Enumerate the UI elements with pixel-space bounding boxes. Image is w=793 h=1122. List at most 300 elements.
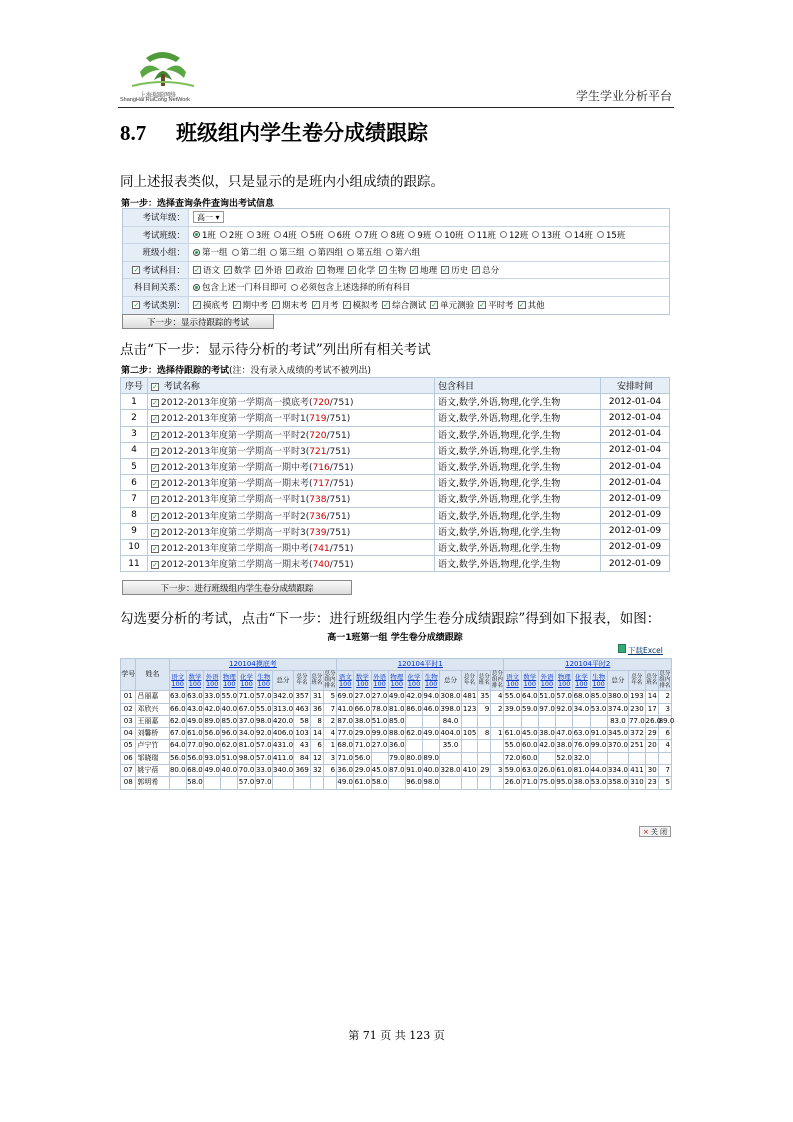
subject-header-label: 化学100 xyxy=(240,672,254,688)
score-cell: 68.0 xyxy=(337,740,354,752)
score-cell: 3 xyxy=(658,703,671,715)
exam-checkbox[interactable]: ✓ xyxy=(152,561,158,570)
exam-date: 2012-01-04 xyxy=(601,442,670,458)
radio-icon xyxy=(381,231,388,238)
class-opts-option[interactable] xyxy=(597,229,625,241)
exam-group-header[interactable] xyxy=(504,659,672,671)
exam-name: 2012-2013年度第一学期高一平时2( xyxy=(161,430,310,441)
score-cell: 53.0 xyxy=(590,703,607,715)
score-cell: 49.0 xyxy=(423,728,440,740)
subject-opts-option[interactable] xyxy=(224,264,251,276)
group-opts-option[interactable] xyxy=(193,246,228,258)
subject-header xyxy=(310,671,323,691)
group-opts-option[interactable] xyxy=(386,246,421,258)
student-name: 邹晓瑞 xyxy=(136,752,169,764)
radio-icon xyxy=(386,249,393,256)
grade-row xyxy=(123,209,669,227)
table-row[interactable] xyxy=(121,556,670,572)
score-cell: 62.0 xyxy=(221,740,238,752)
score-cell: 99.0 xyxy=(371,728,388,740)
score-cell xyxy=(169,777,186,789)
exam-checkbox[interactable]: ✓ xyxy=(152,447,158,456)
subject-header[interactable] xyxy=(354,671,371,691)
subject-opts-option[interactable] xyxy=(410,264,437,276)
type-opts-option[interactable] xyxy=(272,299,308,311)
table-row[interactable] xyxy=(121,539,670,555)
class-opts-option[interactable] xyxy=(328,229,351,241)
score-cell xyxy=(204,777,221,789)
exam-group-link[interactable]: 120104摸底考 xyxy=(229,659,277,668)
subject-header[interactable] xyxy=(204,671,221,691)
exam-checkbox[interactable]: ✓ xyxy=(152,399,158,408)
score-cell xyxy=(538,752,555,764)
option-label: 化学 xyxy=(358,265,376,276)
score-cell: 98.0 xyxy=(255,715,272,727)
exam-name-cell xyxy=(148,442,435,458)
student-id: 04 xyxy=(121,728,136,740)
group-opts-option[interactable] xyxy=(232,246,267,258)
score-cell: 36.0 xyxy=(337,765,354,777)
score-cell: 76.0 xyxy=(573,740,590,752)
option-label: 3班 xyxy=(255,230,270,241)
exam-count: 720 xyxy=(312,398,330,409)
subject-header[interactable] xyxy=(556,671,573,691)
score-cell xyxy=(423,740,440,752)
type-all-checkbox[interactable]: ✓ xyxy=(133,301,140,310)
exam-group-link[interactable]: 120104平时2 xyxy=(565,659,611,668)
subject-header[interactable] xyxy=(590,671,607,691)
score-cell xyxy=(556,715,573,727)
score-cell: 27.0 xyxy=(371,691,388,703)
subject-opts-option[interactable] xyxy=(286,264,313,276)
class-opts-option[interactable] xyxy=(274,229,297,241)
score-cell: 63.0 xyxy=(186,691,203,703)
option-label: 7班 xyxy=(363,230,378,241)
excel-icon xyxy=(618,644,626,653)
radio-icon xyxy=(270,249,277,256)
type-opts-option[interactable] xyxy=(518,299,545,311)
exam-name-cell xyxy=(148,475,435,491)
score-cell: 94.0 xyxy=(423,691,440,703)
subject-header[interactable] xyxy=(423,671,440,691)
exam-seq: 10 xyxy=(121,539,148,555)
option-label: 月考 xyxy=(321,301,339,312)
exam-seq: 11 xyxy=(121,556,148,572)
subject-header xyxy=(294,671,311,691)
step3-paragraph: 勾选要分析的考试，点击“下一步：进行班级组内学生卷分成绩跟踪”得到如下报表，如图： xyxy=(120,611,661,627)
table-row xyxy=(121,728,672,740)
exam-total: /751) xyxy=(329,543,354,554)
score-cell: 75.0 xyxy=(538,777,555,789)
score-cell: 39.0 xyxy=(504,703,521,715)
table-row[interactable] xyxy=(121,507,670,523)
subject-header-label: 总分年名 xyxy=(631,674,643,686)
close-button[interactable] xyxy=(639,826,671,837)
group-row xyxy=(123,244,669,262)
table-row xyxy=(121,703,672,715)
table-row[interactable] xyxy=(121,458,670,474)
radio-icon xyxy=(597,231,604,238)
exam-subjects: 语文,数学,外语,物理,化学,生物 xyxy=(435,523,601,539)
subject-opts-option[interactable] xyxy=(379,264,406,276)
exam-seq: 8 xyxy=(121,507,148,523)
score-cell: 64.0 xyxy=(169,740,186,752)
exam-subjects: 语文,数学,外语,物理,化学,生物 xyxy=(435,507,601,523)
score-cell: 370.0 xyxy=(607,740,628,752)
exam-subjects: 语文,数学,外语,物理,化学,生物 xyxy=(435,426,601,442)
score-cell: 251 xyxy=(629,740,646,752)
checkbox-checked-icon: ✓ xyxy=(256,265,262,274)
score-cell: 33.0 xyxy=(255,765,272,777)
exam-seq: 3 xyxy=(121,426,148,442)
score-cell: 310 xyxy=(629,777,646,789)
score-cell: 33.0 xyxy=(204,691,221,703)
score-cell: 4 xyxy=(323,728,336,740)
exam-name: 2012-2013年度第二学期高一平时2( xyxy=(161,511,310,522)
subject-header-label: 总分组内排名 xyxy=(491,671,503,689)
class-opts-option[interactable] xyxy=(565,229,593,241)
table-row[interactable] xyxy=(121,523,670,539)
score-cell: 57.0 xyxy=(255,740,272,752)
score-cell xyxy=(272,777,293,789)
score-cell xyxy=(440,777,461,789)
score-cell xyxy=(405,740,422,752)
score-cell: 49.0 xyxy=(337,777,354,789)
type-opts-option[interactable] xyxy=(382,299,426,311)
subject-opts-option[interactable] xyxy=(441,264,468,276)
option-label: 15班 xyxy=(605,230,626,241)
exam-total: /751) xyxy=(329,463,354,474)
type-opts-option[interactable] xyxy=(430,299,474,311)
subject-header[interactable] xyxy=(405,671,422,691)
table-row[interactable] xyxy=(121,442,670,458)
subject-header[interactable] xyxy=(255,671,272,691)
subject-header[interactable] xyxy=(573,671,590,691)
score-cell: 37.0 xyxy=(238,715,255,727)
exam-checkbox[interactable]: ✓ xyxy=(152,464,158,473)
section-number: 8.7 xyxy=(120,121,147,145)
checkbox-checked-icon: ✓ xyxy=(411,265,418,274)
class-opts-option[interactable] xyxy=(500,229,528,241)
score-cell: 5 xyxy=(323,691,336,703)
score-cell: 93.0 xyxy=(204,752,221,764)
option-label: 必须包含上述选择的所有科目 xyxy=(300,283,411,294)
score-cell: 85.0 xyxy=(388,715,405,727)
score-cell xyxy=(538,715,555,727)
subject-opts-option[interactable] xyxy=(317,264,344,276)
class-opts-option[interactable] xyxy=(301,229,324,241)
score-cell: 6 xyxy=(310,740,323,752)
score-cell xyxy=(461,777,478,789)
exam-name: 2012-2013年度第二学期高一平时1( xyxy=(161,495,310,506)
score-cell xyxy=(521,715,538,727)
checkbox-checked-icon: ✓ xyxy=(473,265,480,274)
score-cell: 42.0 xyxy=(405,691,422,703)
subject-header[interactable] xyxy=(388,671,405,691)
score-cell: 51.0 xyxy=(371,715,388,727)
class-opts-option[interactable] xyxy=(435,229,463,241)
subject-all-checkbox[interactable]: ✓ xyxy=(133,265,140,274)
score-cell: 83.0 xyxy=(607,715,628,727)
exam-date: 2012-01-09 xyxy=(601,507,670,523)
exam-checkbox[interactable]: ✓ xyxy=(152,496,158,505)
group-opts-option[interactable] xyxy=(270,246,305,258)
subject-header-label: 外语100 xyxy=(540,672,554,688)
radio-icon xyxy=(193,249,200,256)
subject-header[interactable] xyxy=(238,671,255,691)
subject-opts-option[interactable] xyxy=(193,264,220,276)
class-opts-option[interactable] xyxy=(355,229,378,241)
header-date: 安排时间 xyxy=(601,378,670,394)
score-cell: 380.0 xyxy=(607,691,628,703)
score-cell xyxy=(461,740,478,752)
subject-header[interactable] xyxy=(337,671,354,691)
score-cell: 357 xyxy=(294,691,311,703)
exam-group-header[interactable] xyxy=(337,659,504,671)
class-options xyxy=(189,229,669,241)
exam-seq: 5 xyxy=(121,458,148,474)
score-cell: 2 xyxy=(658,691,671,703)
score-cell xyxy=(504,715,521,727)
subject-opts-option[interactable] xyxy=(472,264,499,276)
exam-name-cell xyxy=(148,507,435,523)
subject-header-label: 物理100 xyxy=(557,672,571,688)
score-cell xyxy=(440,752,461,764)
type-opts-option[interactable] xyxy=(312,299,339,311)
checkbox-checked-icon: ✓ xyxy=(318,265,324,274)
show-exams-button[interactable]: 下一步：显示待跟踪的考试 xyxy=(122,314,274,329)
subject-header-label: 数学100 xyxy=(523,672,537,688)
subject-header xyxy=(323,671,336,691)
exam-seq: 6 xyxy=(121,475,148,491)
logo-english-text: ShangHai RuiCong NetWork xyxy=(120,97,190,103)
exam-total: /751) xyxy=(329,398,354,409)
table-row[interactable] xyxy=(121,394,670,410)
checkbox-checked-icon: ✓ xyxy=(194,265,200,274)
subject-header[interactable] xyxy=(221,671,238,691)
score-cell: 29 xyxy=(478,765,491,777)
option-label: 8班 xyxy=(390,230,405,241)
radio-icon xyxy=(532,231,539,238)
exam-seq: 4 xyxy=(121,442,148,458)
subject-header-label: 语文100 xyxy=(338,672,352,688)
class-opts-option[interactable] xyxy=(247,229,270,241)
type-opts-option[interactable] xyxy=(233,299,269,311)
score-cell: 63.0 xyxy=(169,691,186,703)
score-cell: 40.0 xyxy=(221,703,238,715)
option-label: 模拟考 xyxy=(352,301,379,312)
report-header-row xyxy=(121,659,672,671)
relation-opts-option[interactable] xyxy=(291,281,411,293)
option-label: 单元测验 xyxy=(440,301,475,312)
score-cell: 34.0 xyxy=(573,703,590,715)
exam-checkbox[interactable]: ✓ xyxy=(152,544,158,553)
subject-header[interactable] xyxy=(371,671,388,691)
table-row[interactable] xyxy=(121,426,670,442)
relation-opts-option[interactable] xyxy=(193,281,287,293)
download-excel-link[interactable]: 下载Excel xyxy=(628,646,663,655)
class-row xyxy=(123,227,669,245)
table-row[interactable] xyxy=(121,475,670,491)
subject-header[interactable] xyxy=(504,671,521,691)
subject-header-label: 物理100 xyxy=(222,672,236,688)
score-cell: 56.0 xyxy=(354,752,371,764)
option-label: 13班 xyxy=(541,230,561,241)
student-id: 06 xyxy=(121,752,136,764)
score-cell: 26.0 xyxy=(504,777,521,789)
class-opts-option[interactable] xyxy=(193,229,216,241)
score-cell xyxy=(478,752,491,764)
table-row[interactable] xyxy=(121,410,670,426)
type-label-text: 考试类别： xyxy=(142,301,185,312)
option-label: 物理 xyxy=(327,265,345,276)
score-cell: 49.0 xyxy=(388,691,405,703)
exam-name-cell xyxy=(148,458,435,474)
subject-header[interactable] xyxy=(186,671,203,691)
subject-header-label: 总分 xyxy=(276,676,290,685)
subject-header-label: 生物100 xyxy=(257,672,271,688)
radio-icon xyxy=(468,231,475,238)
exam-seq: 7 xyxy=(121,491,148,507)
exam-date: 2012-01-09 xyxy=(601,556,670,572)
exam-total: /751) xyxy=(326,446,351,457)
table-row xyxy=(121,777,672,789)
option-label: 期末考 xyxy=(282,301,308,312)
exam-total: /751) xyxy=(326,430,351,441)
score-cell: 27.0 xyxy=(371,740,388,752)
table-row xyxy=(121,715,672,727)
select-all-checkbox[interactable]: ✓ xyxy=(152,383,158,392)
class-opts-option[interactable] xyxy=(381,229,404,241)
score-cell: 68.0 xyxy=(186,765,203,777)
score-cell: 308.0 xyxy=(440,691,461,703)
class-opts-option[interactable] xyxy=(468,229,496,241)
exam-group-header[interactable] xyxy=(169,659,336,671)
score-cell: 3 xyxy=(491,765,504,777)
score-cell: 38.0 xyxy=(573,777,590,789)
score-cell: 99.0 xyxy=(590,740,607,752)
exam-checkbox[interactable]: ✓ xyxy=(152,528,158,537)
subject-header-label: 语文100 xyxy=(171,672,185,688)
subject-row xyxy=(123,262,669,280)
subject-opts-option[interactable] xyxy=(255,264,282,276)
score-cell: 8 xyxy=(310,715,323,727)
report-title: 高一1班第一组 学生卷分成绩跟踪 xyxy=(327,633,463,643)
option-label: 生物 xyxy=(389,265,407,276)
table-row xyxy=(121,765,672,777)
exam-date: 2012-01-04 xyxy=(601,394,670,410)
score-cell: 61.0 xyxy=(556,765,573,777)
subject-header[interactable] xyxy=(521,671,538,691)
score-cell: 58 xyxy=(294,715,311,727)
exam-name: 2012-2013年度第二学期高一期末考( xyxy=(161,560,313,571)
header-name-text: 考试名称 xyxy=(163,382,200,393)
exam-name-cell xyxy=(148,426,435,442)
score-cell: 67.0 xyxy=(238,703,255,715)
exam-name: 2012-2013年度第一学期高一期中考( xyxy=(161,463,313,474)
score-cell: 6 xyxy=(323,765,336,777)
relation-row xyxy=(123,279,669,297)
score-cell: 32.0 xyxy=(573,752,590,764)
exam-group-link[interactable]: 120104平时1 xyxy=(397,659,443,668)
group-opts-option[interactable] xyxy=(347,246,382,258)
score-cell: 35 xyxy=(478,691,491,703)
type-opts-option[interactable] xyxy=(478,299,514,311)
class-label: 考试班级： xyxy=(123,227,189,244)
subject-header[interactable] xyxy=(538,671,555,691)
score-cell: 20 xyxy=(645,740,658,752)
grade-select[interactable] xyxy=(193,211,224,223)
score-cell: 71.0 xyxy=(354,740,371,752)
score-cell xyxy=(461,715,478,727)
subject-header[interactable] xyxy=(169,671,186,691)
score-cell: 92.0 xyxy=(255,728,272,740)
score-cell: 340.0 xyxy=(272,765,293,777)
exam-checkbox[interactable]: ✓ xyxy=(152,415,158,424)
class-opts-option[interactable] xyxy=(220,229,243,241)
score-cell: 38.0 xyxy=(538,728,555,740)
exam-count: 739 xyxy=(309,527,327,538)
score-cell: 57.0 xyxy=(255,691,272,703)
score-cell xyxy=(388,777,405,789)
score-cell: 87.0 xyxy=(337,715,354,727)
score-cell: 56.0 xyxy=(186,752,203,764)
exam-name-cell xyxy=(148,394,435,410)
score-cell: 67.0 xyxy=(169,728,186,740)
table-row xyxy=(121,691,672,703)
exam-checkbox[interactable]: ✓ xyxy=(152,480,158,489)
track-scores-button[interactable]: 下一步：进行班级组内学生卷分成绩跟踪 xyxy=(122,580,352,595)
subject-header-label: 外语100 xyxy=(205,672,219,688)
score-cell: 12 xyxy=(310,752,323,764)
subject-opts-option[interactable] xyxy=(348,264,375,276)
subject-header xyxy=(607,671,628,691)
header-name xyxy=(148,378,435,394)
score-cell xyxy=(478,715,491,727)
checkbox-checked-icon: ✓ xyxy=(194,301,200,310)
exam-total: /751) xyxy=(326,527,351,538)
score-cell: 369 xyxy=(294,765,311,777)
score-cell: 193 xyxy=(629,691,646,703)
type-opts-option[interactable] xyxy=(343,299,379,311)
option-label: 第五组 xyxy=(356,248,382,259)
class-opts-option[interactable] xyxy=(532,229,560,241)
type-opts-option[interactable] xyxy=(193,299,229,311)
radio-icon xyxy=(435,231,442,238)
option-label: 综合测试 xyxy=(392,301,427,312)
score-cell: 70.0 xyxy=(238,765,255,777)
score-cell: 42.0 xyxy=(204,703,221,715)
score-cell: 98.0 xyxy=(238,752,255,764)
score-cell: 72.0 xyxy=(504,752,521,764)
exam-total: /751) xyxy=(326,511,351,522)
table-row[interactable] xyxy=(121,491,670,507)
class-opts-option[interactable] xyxy=(408,229,431,241)
group-opts-option[interactable] xyxy=(309,246,344,258)
score-cell xyxy=(658,752,671,764)
checkbox-checked-icon: ✓ xyxy=(383,301,390,310)
score-cell xyxy=(590,752,607,764)
score-cell: 334.0 xyxy=(607,765,628,777)
score-cell: 26.0 xyxy=(645,715,658,727)
score-cell: 81.0 xyxy=(573,765,590,777)
radio-icon xyxy=(291,284,298,291)
exam-checkbox[interactable]: ✓ xyxy=(152,512,158,521)
score-cell xyxy=(491,740,504,752)
score-cell: 86.0 xyxy=(405,703,422,715)
score-cell: 372 xyxy=(629,728,646,740)
exam-checkbox[interactable]: ✓ xyxy=(152,431,158,440)
